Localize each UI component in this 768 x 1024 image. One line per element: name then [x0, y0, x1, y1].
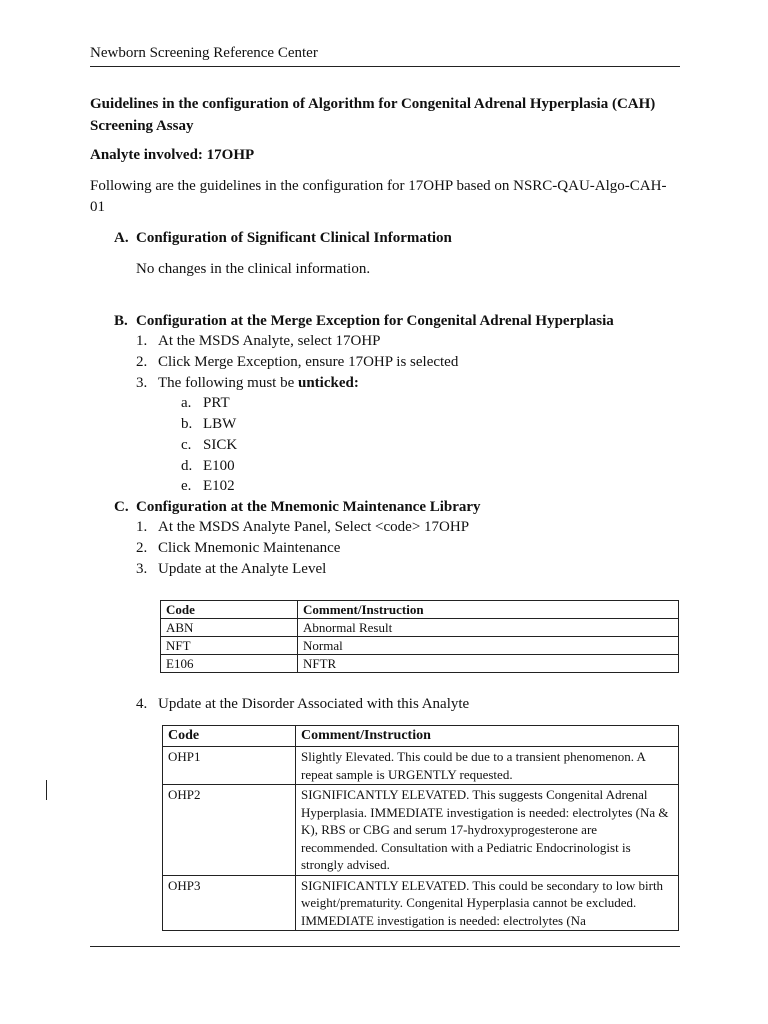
- section-b-title: Configuration at the Merge Exception for Congenital Adrenal Hyperplasia: [136, 313, 614, 329]
- intro-paragraph: Following are the guidelines in the configuration for 17OHP based on NSRC-QAU-Algo-CAH-01: [90, 178, 667, 215]
- subitem-letter: a.: [181, 395, 192, 411]
- item-number: 3.: [136, 561, 148, 577]
- table-header-row: [163, 726, 679, 747]
- document-title: Guidelines in the configuration of Algorithm for Congenital Adrenal Hyperplasia (CAH) Screening Assay: [90, 96, 656, 134]
- subitem-text: E100: [203, 458, 235, 474]
- subitem-text: LBW: [203, 416, 237, 432]
- section-b-heading: [114, 311, 614, 331]
- table-cell-comment: Abnormal Result: [298, 619, 679, 637]
- subitem-letter: b.: [181, 416, 193, 432]
- item-bold-text: unticked:: [297, 375, 359, 391]
- table-header-cell: Comment/Instruction: [296, 726, 679, 747]
- table-cell-comment: SIGNIFICANTLY ELEVATED. This suggests Congenital Adrenal Hyperplasia. IMMEDIATE investigation is needed: electrolytes (Na & K), RBS or CBG and serum 17-hydroxyprogesterone are recommended. Consultation with a Pediatric Endocrinologist is strongly advised.: [296, 785, 679, 876]
- item-text: At the MSDS Analyte, select 17OHP: [158, 333, 381, 349]
- text-cursor: [46, 780, 47, 800]
- table-row: [161, 619, 679, 637]
- analyte-line: Analyte involved: 17OHP: [90, 147, 255, 163]
- item-number: 2.: [136, 540, 148, 556]
- section-b-item: [136, 331, 381, 351]
- section-a-title: Configuration of Significant Clinical Information: [136, 230, 452, 246]
- table-row: [161, 637, 679, 655]
- section-a-heading: [114, 228, 452, 248]
- item-text: Click Mnemonic Maintenance: [158, 540, 341, 556]
- section-b-item: [136, 373, 359, 393]
- section-b-subitem: [181, 456, 235, 476]
- page-header: Newborn Screening Reference Center: [90, 45, 318, 61]
- section-a-label: A.: [114, 230, 129, 246]
- table-cell-comment: Normal: [298, 637, 679, 655]
- table-row: [163, 747, 679, 785]
- section-c-item: [136, 517, 469, 537]
- item-text: Update at the Analyte Level: [158, 561, 327, 577]
- item-text: Click Merge Exception, ensure 17OHP is selected: [158, 354, 459, 370]
- section-b-item: [136, 352, 458, 372]
- table-cell-code: OHP1: [163, 747, 296, 785]
- section-b-subitem: [181, 476, 235, 496]
- table-row: [163, 785, 679, 876]
- item-text: Update at the Disorder Associated with this Analyte: [158, 696, 470, 712]
- table-row: [163, 875, 679, 931]
- section-b-subitem: [181, 393, 230, 413]
- item-number: 1.: [136, 519, 148, 535]
- table-cell-code: E106: [161, 655, 298, 673]
- table-header-cell: Comment/Instruction: [298, 601, 679, 619]
- table-cell-code: OHP2: [163, 785, 296, 876]
- table-header-cell: Code: [161, 601, 298, 619]
- table-cell-comment: Slightly Elevated. This could be due to a transient phenomenon. A repeat sample is URGENTLY requested.: [296, 747, 679, 785]
- footer-divider: [90, 946, 680, 947]
- analyte-level-table: [160, 600, 679, 673]
- section-c-heading: [114, 497, 481, 517]
- table-cell-comment: SIGNIFICANTLY ELEVATED. This could be secondary to low birth weight/prematurity. Congenital Hyperplasia cannot be excluded. IMMEDIATE investigation is needed: electrolytes (Na: [296, 875, 679, 931]
- table-cell-code: OHP3: [163, 875, 296, 931]
- item-text: At the MSDS Analyte Panel, Select <code> 17OHP: [158, 519, 470, 535]
- header-divider: [90, 66, 680, 67]
- section-b-subitem: [181, 435, 237, 455]
- section-c-label: C.: [114, 499, 129, 515]
- subitem-text: E102: [203, 478, 235, 494]
- item-number: 2.: [136, 354, 148, 370]
- section-c-item: [136, 538, 340, 558]
- section-c-title: Configuration at the Mnemonic Maintenance Library: [136, 499, 481, 515]
- subitem-letter: e.: [181, 478, 192, 494]
- item-number: 3.: [136, 375, 148, 391]
- table-header-row: [161, 601, 679, 619]
- table-cell-code: NFT: [161, 637, 298, 655]
- subitem-text: SICK: [203, 437, 238, 453]
- table-cell-code: ABN: [161, 619, 298, 637]
- table-header-cell: Code: [163, 726, 296, 747]
- item-text: The following must be: [158, 375, 298, 391]
- section-a-body: No changes in the clinical information.: [136, 261, 371, 277]
- item-number: 4.: [136, 696, 148, 712]
- section-b-subitem: [181, 414, 236, 434]
- item-number: 1.: [136, 333, 148, 349]
- table-cell-comment: NFTR: [298, 655, 679, 673]
- table-row: [161, 655, 679, 673]
- subitem-letter: c.: [181, 437, 192, 453]
- disorder-table: [162, 725, 679, 931]
- subitem-text: PRT: [203, 395, 230, 411]
- section-c-item: [136, 694, 469, 714]
- section-c-item: [136, 559, 326, 579]
- section-b-label: B.: [114, 313, 128, 329]
- subitem-letter: d.: [181, 458, 193, 474]
